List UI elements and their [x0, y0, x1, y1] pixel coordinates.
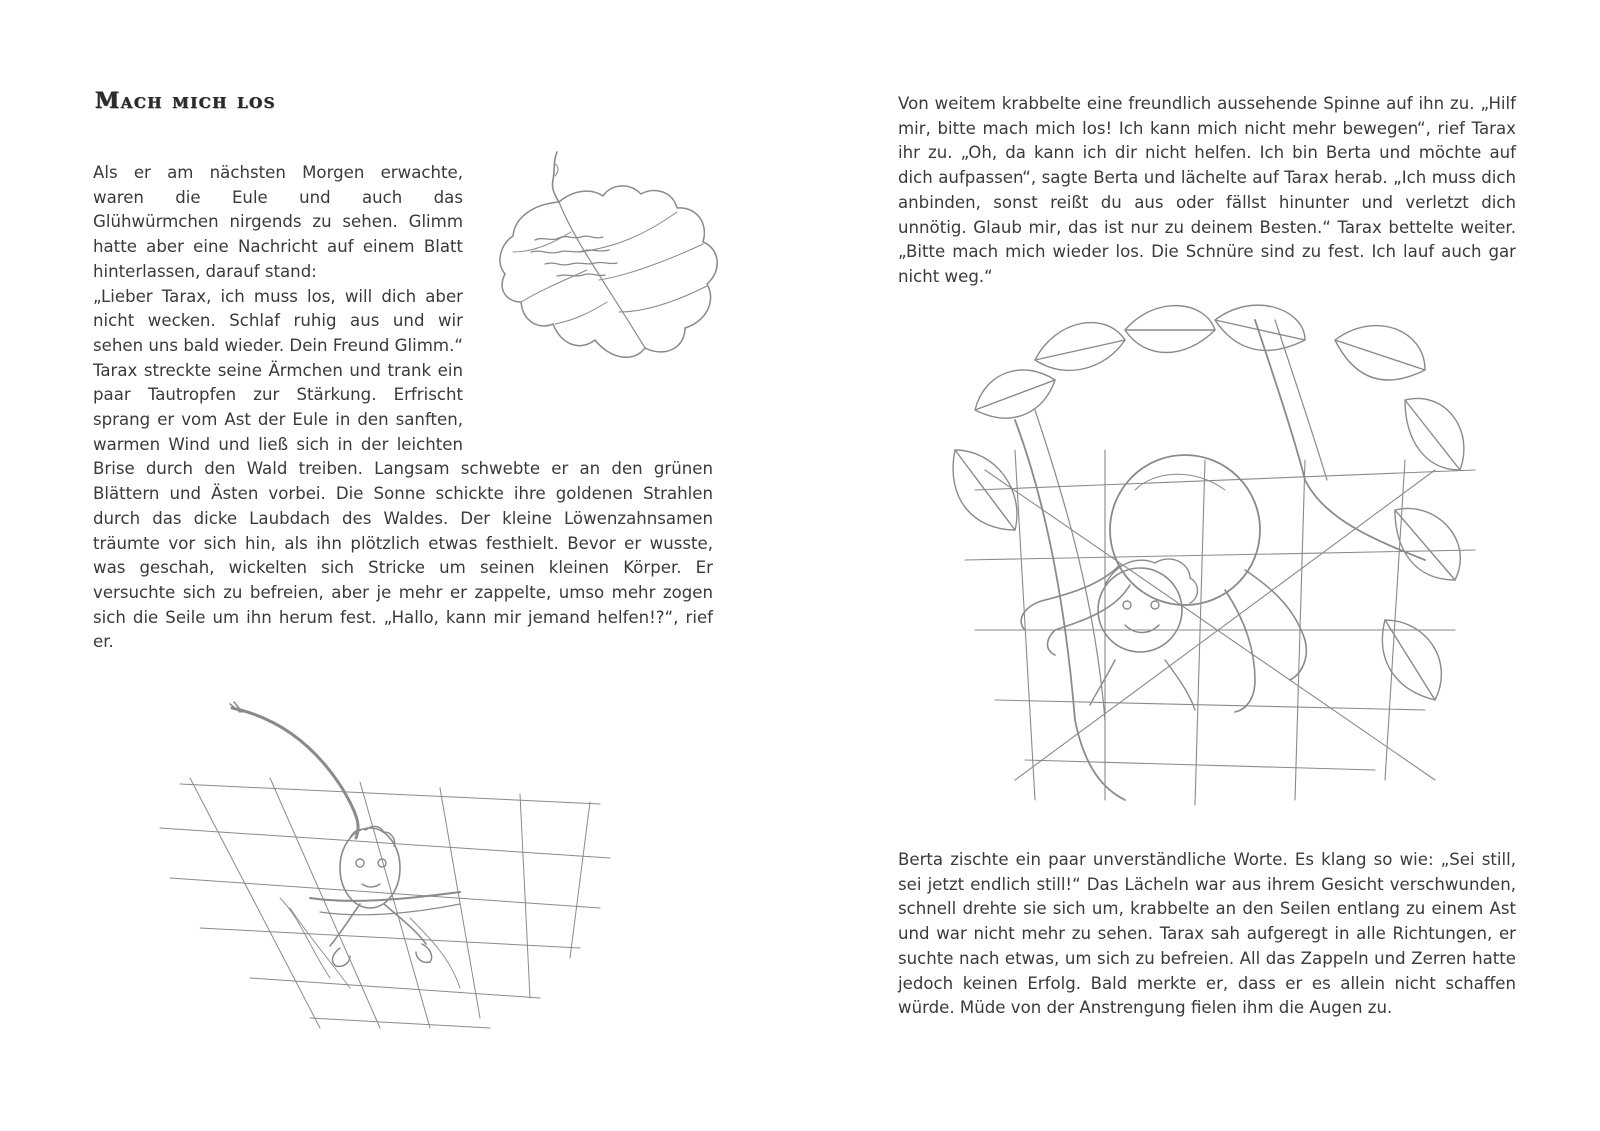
spider-illustration — [955, 300, 1485, 810]
leaf-note-text: „Lieber Tarax, ich muss los, will dich aber nicht wecken. Schlaf ruhig aus und wir sehen uns bald wieder. Dein Freund Glimm.“ — [93, 286, 463, 355]
paragraph-main: Tarax streckte seine Ärmchen und trank ein paar Tautropfen zur Stärkung. Erfrischt sprang er vom Ast der Eule in den sanften, warmen Wind und ließ sich in der leichten Brise durch den Wald treiben. Langsam schwebte er an den grünen Blättern und Ästen vorbei. Die Sonne schickte ihre goldenen Strahlen durch das dicke Laubdach des Waldes. Der kleine Löwenzahnsamen träumte vor sich hin, als ihn plötzlich etwas festhielt. Bevor er wusste, was geschah, wickelten sich Stricke um seinen kleinen Körper. Er versuchte sich zu befreien, aber je mehr er zappelte, umso mehr zogen sich die Seile um ihn herum fest. „Hallo, kann mir jemand helfen!?“, rief er. — [93, 360, 713, 652]
paragraph-top: Von weitem krabbelte eine freundlich aussehende Spinne auf ihn zu. „Hilf mir, bitte mach mich los! Ich kann mich nicht mehr bewegen“, rief Tarax ihr zu. „Oh, da kann ich dir nicht helfen. Ich bin Berta und möchte auf dich aufpassen“, sagte Berta und lächelte auf Tarax herab. „Ich muss dich anbinden, sonst reißt du aus oder fällst hinunter und verletzt dich unnötig. Glaub mir, das ist nur zu deinem Besten.“ Tarax bettelte weiter. „Bitte mach mich wieder los. Die Schnüre sind zu fest. Ich lauf auch gar nicht weg.“ — [898, 94, 1516, 286]
leaf-illustration — [495, 152, 725, 402]
seed-in-net-illustration — [160, 708, 630, 1038]
paragraph-intro: Als er am nächsten Morgen erwachte, waren die Eule und auch das Glühwürmchen nirgends zu sehen. Glimm hatte aber eine Nachricht auf einem Blatt hinterlassen, darauf stand: — [93, 163, 463, 281]
chapter-title: Mach mich los — [95, 88, 277, 114]
paragraph-bottom: Berta zischte ein paar unverständliche Worte. Es klang so wie: „Sei still, sei jetzt endlich still!“ Das Lächeln war aus ihrem Gesicht verschwunden, schnell drehte sie sich um, krabbelte an den Seilen entlang zu einem Ast und war nicht mehr zu sehen. Tarax sah aufgeregt in alle Richtungen, er suchte nach etwas, um sich zu befreien. All das Zappeln und Zerren hatte jedoch keinen Erfolg. Bald merkte er, dass er es allein nicht schaffen würde. Müde von der Anstrengung fielen ihm die Augen zu. — [898, 850, 1516, 1018]
